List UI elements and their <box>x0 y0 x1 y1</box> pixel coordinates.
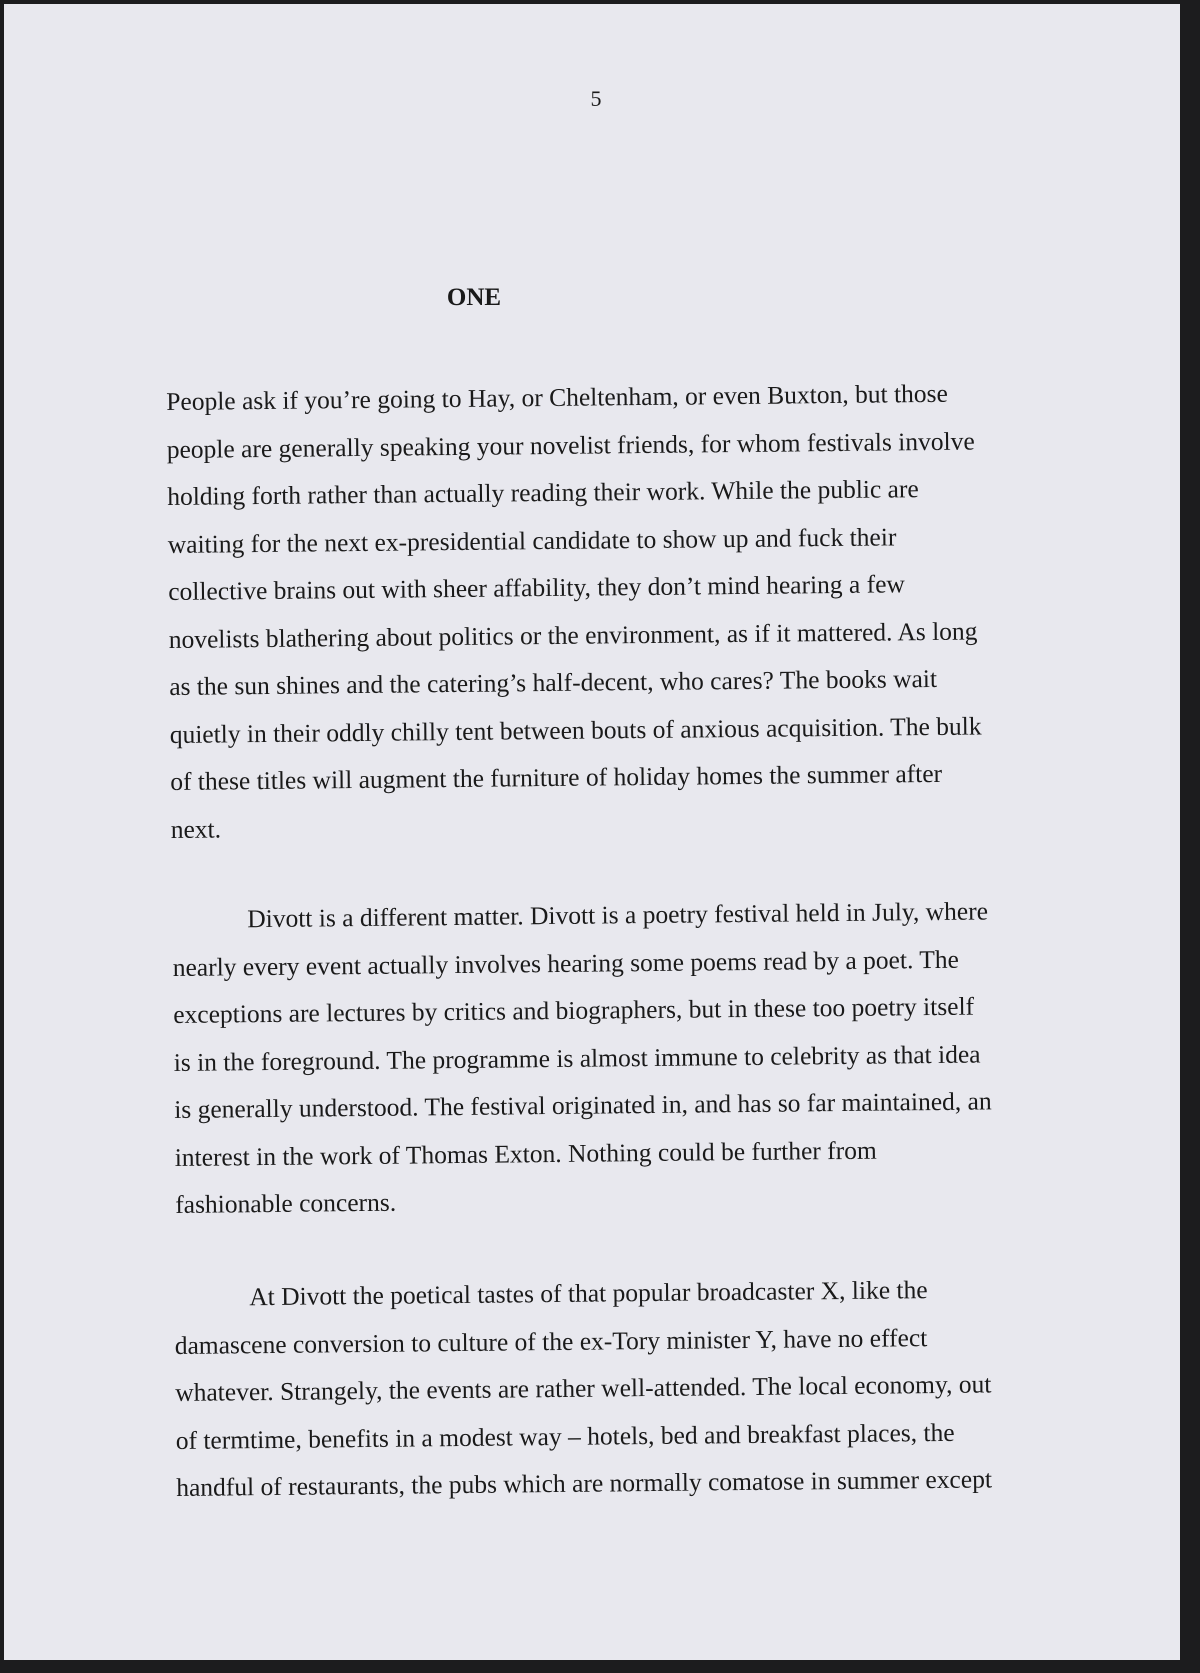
paragraph-2 <box>172 887 1075 1229</box>
paragraph-line: novelists blathering about politics or the environment, as if it mattered. As long <box>168 616 978 654</box>
document-page <box>4 4 1180 1660</box>
paragraph-line: exceptions are lectures by critics and biographers, but in these too poetry itself <box>173 991 975 1029</box>
paragraph-line: damascene conversion to culture of the ex-Tory minister Y, have no effect <box>174 1322 928 1360</box>
paragraph-line: waiting for the next ex-presidential candidate to show up and fuck their <box>167 521 897 559</box>
page-number: 5 <box>590 86 602 111</box>
paragraph-line: holding forth rather than actually reading their work. While the public are <box>167 474 919 511</box>
paragraph-line: People ask if you’re going to Hay, or Cheltenham, or even Buxton, but those <box>166 378 948 416</box>
paragraph-line: of these titles will augment the furniture of holiday homes the summer after <box>170 758 943 796</box>
paragraph-line: interest in the work of Thomas Exton. Nothing could be further from <box>174 1135 877 1172</box>
paragraph-line: collective brains out with sheer affability, they don’t mind hearing a few <box>168 569 906 606</box>
paragraph-line: At Divott the poetical tastes of that popular broadcaster X, like the <box>249 1275 928 1312</box>
paragraph-line: handful of restaurants, the pubs which are normally comatose in summer except <box>176 1464 993 1502</box>
paragraph-line: quietly in their oddly chilly tent between bouts of anxious acquisition. The bulk <box>169 710 982 749</box>
paragraph-1 <box>166 369 1071 853</box>
paragraph-line: people are generally speaking your novelist friends, for whom festivals involve <box>166 426 975 464</box>
paragraph-line: nearly every event actually involves hearing some poems read by a poet. The <box>172 944 960 982</box>
paragraph-line: fashionable concerns. <box>175 1187 397 1219</box>
paragraph-line: next. <box>170 813 222 844</box>
paragraph-3 <box>174 1265 1076 1512</box>
paragraph-line: Divott is a different matter. Divott is a poetry festival held in July, where <box>247 896 989 934</box>
paragraph-line: is generally understood. The festival originated in, and has so far maintained, an <box>174 1086 992 1124</box>
paragraph-line: whatever. Strangely, the events are rather well-attended. The local economy, out <box>175 1369 992 1407</box>
paragraph-line: as the sun shines and the catering’s half-decent, who cares? The books wait <box>169 663 938 701</box>
paragraph-line: is in the foreground. The programme is almost immune to celebrity as that idea <box>173 1039 981 1077</box>
chapter-title: ONE <box>446 284 502 311</box>
paragraph-line: of termtime, benefits in a modest way – hotels, bed and breakfast places, the <box>175 1417 955 1455</box>
